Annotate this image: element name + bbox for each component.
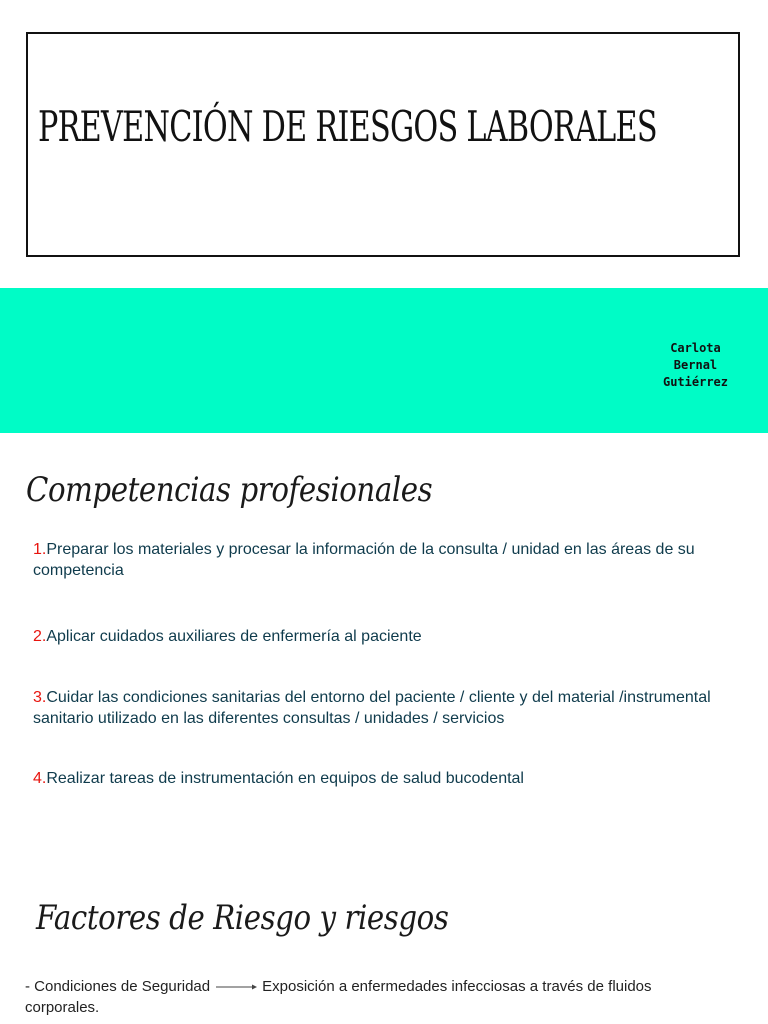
competencia-number: 1. [33,541,47,558]
competencia-text: Cuidar las condiciones sanitarias del entorno del paciente / cliente y del material /instrumental sanitario utilizado en las diferentes consultas / unidades / servicios [33,689,711,727]
competencia-item [33,626,743,647]
competencia-number: 4. [33,770,47,787]
risk-factor: - Condiciones de Seguridad [25,978,211,995]
author-surname-2: Gutiérrez [662,375,728,389]
competencia-text: Aplicar cuidados auxiliares de enfermería al paciente [46,628,422,645]
competencia-item [33,539,743,581]
competencias-heading: Competencias profesionales [26,470,433,510]
author-name [663,340,728,391]
factores-heading: Factores de Riesgo y riesgos [36,898,449,938]
competencia-text: Preparar los materiales y procesar la información de la consulta / unidad en las áreas de su competencia [33,541,695,579]
title-box [26,32,740,257]
risk-consequence: Exposición a enfermedades infecciosas a través de fluidos corporales. [25,978,652,1016]
competencia-item [33,687,743,729]
author-first-name: Carlota [670,341,721,355]
author-band [0,288,768,433]
competencia-number: 3. [33,689,47,706]
arrow-right-icon [216,983,258,991]
risk-row [25,976,725,1018]
competencia-item [33,768,743,789]
page-title: PREVENCIÓN DE RIESGOS LABORALES [38,102,657,151]
author-surname-1: Bernal [673,358,718,372]
competencia-number: 2. [33,628,47,645]
competencia-text: Realizar tareas de instrumentación en equipos de salud bucodental [46,770,524,787]
